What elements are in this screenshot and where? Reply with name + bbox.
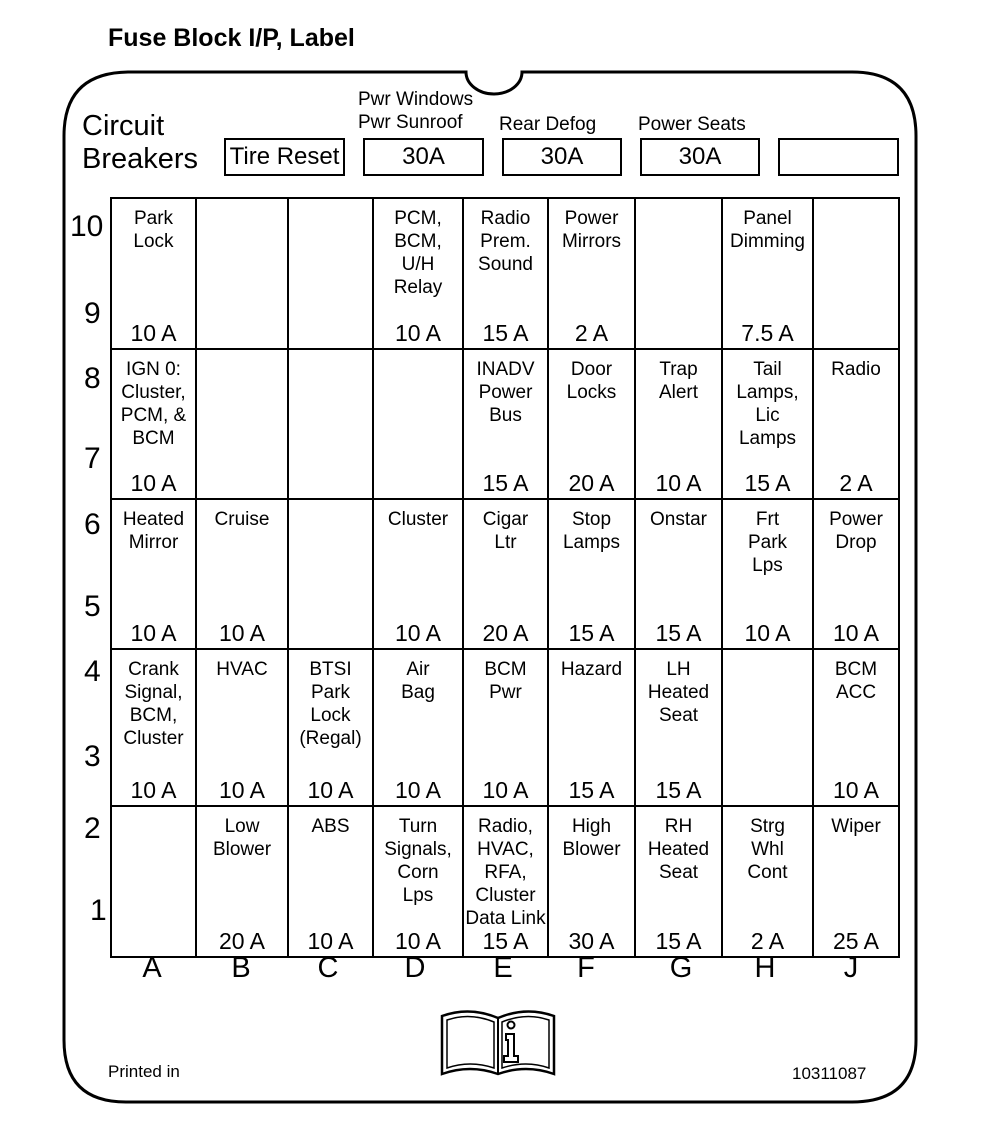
fuse-cell-h bbox=[722, 198, 813, 349]
fuse-name: Onstar bbox=[649, 509, 708, 530]
fuse-amperage: 10 A bbox=[394, 928, 442, 954]
fuse-amperage: 2 A bbox=[750, 928, 785, 954]
fuse-name: Heated Mirror bbox=[122, 509, 185, 553]
fuse-name: HVAC bbox=[216, 659, 268, 680]
fuse-name: High Blower bbox=[562, 816, 621, 860]
fuse-amperage: 15 A bbox=[482, 320, 529, 346]
fuse-name: Stop Lamps bbox=[562, 509, 621, 553]
fuse-amperage: 10 A bbox=[832, 777, 880, 803]
fuse-cell-e bbox=[463, 649, 548, 806]
fuse-name: Cruise bbox=[214, 509, 270, 530]
fuse-amperage: 10 A bbox=[218, 777, 266, 803]
fuse-name: Cigar Ltr bbox=[482, 509, 529, 553]
fuse-amperage: 10 A bbox=[394, 620, 442, 646]
fuse-cell-c bbox=[288, 499, 373, 649]
row-number-10: 10 bbox=[70, 210, 104, 243]
fuse-name: INADV Power Bus bbox=[476, 359, 535, 426]
fuse-row bbox=[111, 499, 899, 649]
fuse-cell-f bbox=[548, 499, 635, 649]
row-number-8: 8 bbox=[84, 362, 101, 395]
fuse-name: Wiper bbox=[831, 816, 881, 837]
fuse-name: IGN 0: Cluster, PCM, & BCM bbox=[120, 359, 187, 449]
row-number-4: 4 bbox=[84, 655, 101, 688]
fuse-amperage: 10 A bbox=[482, 777, 529, 803]
column-letter-b: B bbox=[231, 952, 251, 984]
fuse-cell-b bbox=[196, 499, 288, 649]
fuse-amperage: 7.5 A bbox=[741, 320, 794, 346]
fuse-cell-b bbox=[196, 198, 288, 349]
fuse-amperage: 15 A bbox=[482, 928, 529, 954]
breaker-label-rear-defog: Rear Defog bbox=[499, 114, 597, 135]
fuse-cell-d bbox=[373, 499, 463, 649]
printed-in-text: Printed in bbox=[108, 1062, 180, 1081]
fuse-amperage: 10 A bbox=[394, 777, 442, 803]
fuse-amperage: 10 A bbox=[218, 620, 266, 646]
fuse-name: Power Drop bbox=[829, 509, 883, 553]
fuse-amperage: 10 A bbox=[307, 928, 354, 954]
fuse-cell-d bbox=[373, 198, 463, 349]
fuse-row bbox=[111, 649, 899, 806]
row-number-5: 5 bbox=[84, 590, 101, 623]
breaker-empty bbox=[778, 138, 899, 176]
fuse-cell-a bbox=[111, 649, 196, 806]
row-number-7: 7 bbox=[84, 442, 101, 475]
fuse-cell-g bbox=[635, 649, 722, 806]
fuse-amperage: 15 A bbox=[655, 777, 702, 803]
fuse-name: BCM Pwr bbox=[484, 659, 527, 703]
part-number: 10311087 bbox=[792, 1064, 867, 1083]
fuse-cell-h bbox=[722, 349, 813, 499]
fuse-name: Radio Prem. Sound bbox=[478, 208, 533, 275]
fuse-name: Trap Alert bbox=[658, 359, 699, 403]
fuse-cell-g bbox=[635, 349, 722, 499]
fuse-amperage: 15 A bbox=[655, 620, 702, 646]
fuse-cell-a bbox=[111, 499, 196, 649]
fuse-name: Radio bbox=[831, 359, 881, 380]
fuse-grid bbox=[110, 197, 900, 958]
fuse-cell-f bbox=[548, 649, 635, 806]
fuse-amperage: 25 A bbox=[832, 928, 880, 954]
fuse-amperage: 10 A bbox=[130, 470, 177, 496]
fuse-name: BCM ACC bbox=[834, 659, 878, 703]
fuse-cell-d bbox=[373, 806, 463, 957]
fuse-cell-g bbox=[635, 806, 722, 957]
fuse-name: Hazard bbox=[560, 659, 623, 680]
fuse-cell-c bbox=[288, 806, 373, 957]
fuse-amperage: 10 A bbox=[130, 777, 177, 803]
fuse-name: LH Heated Seat bbox=[647, 659, 710, 726]
fuse-name: Panel Dimming bbox=[730, 208, 805, 252]
fuse-amperage: 10 A bbox=[832, 620, 880, 646]
fuse-amperage: 15 A bbox=[482, 470, 529, 496]
fuse-cell-c bbox=[288, 649, 373, 806]
fuse-amperage: 15 A bbox=[568, 777, 615, 803]
column-letter-a: A bbox=[142, 952, 162, 984]
fuse-cell-j bbox=[813, 649, 899, 806]
fuse-cell-h bbox=[722, 649, 813, 806]
label-title: Fuse Block I/P, Label bbox=[108, 24, 355, 52]
fuse-name: Tail Lamps, Lic Lamps bbox=[736, 359, 799, 449]
fuse-cell-e bbox=[463, 499, 548, 649]
owners-manual-info-icon bbox=[438, 1006, 558, 1078]
breaker-label-pwr-windows: Pwr Windows Pwr Sunroof bbox=[358, 89, 474, 133]
fuse-amperage: 10 A bbox=[655, 470, 702, 496]
fuse-cell-b bbox=[196, 349, 288, 499]
fuse-cell-d bbox=[373, 649, 463, 806]
row-number-1: 1 bbox=[90, 894, 107, 927]
fuse-amperage: 10 A bbox=[130, 620, 177, 646]
row-number-2: 2 bbox=[84, 812, 101, 845]
fuse-name: Park Lock bbox=[133, 208, 174, 252]
fuse-cell-f bbox=[548, 198, 635, 349]
breaker-rear-defog: 30A bbox=[502, 138, 622, 176]
fuse-name: Turn Signals, Corn Lps bbox=[384, 816, 452, 906]
fuse-cell-g bbox=[635, 499, 722, 649]
fuse-amperage: 20 A bbox=[482, 620, 529, 646]
fuse-amperage: 15 A bbox=[744, 470, 791, 496]
fuse-amperage: 15 A bbox=[655, 928, 702, 954]
fuse-amperage: 10 A bbox=[130, 320, 177, 346]
fuse-name: Cluster bbox=[387, 509, 449, 530]
column-letter-g: G bbox=[669, 952, 693, 984]
fuse-cell-a bbox=[111, 806, 196, 957]
fuse-name: Frt Park Lps bbox=[747, 509, 788, 576]
fuse-cell-h bbox=[722, 806, 813, 957]
fuse-amperage: 10 A bbox=[744, 620, 791, 646]
fuse-cell-e bbox=[463, 198, 548, 349]
fuse-cell-c bbox=[288, 349, 373, 499]
column-letter-e: E bbox=[493, 952, 513, 984]
column-letter-h: H bbox=[754, 952, 776, 984]
fuse-cell-j bbox=[813, 806, 899, 957]
fuse-name: Radio, HVAC, RFA, Cluster Data Link bbox=[465, 816, 546, 929]
fuse-cell-j bbox=[813, 499, 899, 649]
fuse-cell-b bbox=[196, 806, 288, 957]
breaker-pwr-windows: 30A bbox=[363, 138, 484, 176]
fuse-amperage: 20 A bbox=[568, 470, 615, 496]
fuse-cell-f bbox=[548, 349, 635, 499]
circuit-breakers-heading-line1: Circuit bbox=[82, 110, 165, 142]
column-letter-d: D bbox=[404, 952, 426, 984]
fuse-name: Air Bag bbox=[401, 659, 435, 703]
fuse-cell-j bbox=[813, 349, 899, 499]
fuse-name: BTSI Park Lock (Regal) bbox=[299, 659, 362, 749]
fuse-amperage: 30 A bbox=[568, 928, 615, 954]
fuse-name: RH Heated Seat bbox=[647, 816, 710, 883]
fuse-cell-f bbox=[548, 806, 635, 957]
fuse-amperage: 10 A bbox=[394, 320, 442, 346]
fuse-name: Door Locks bbox=[566, 359, 617, 403]
fuse-name: Low Blower bbox=[212, 816, 272, 860]
fuse-name: Power Mirrors bbox=[561, 208, 622, 252]
fuse-amperage: 2 A bbox=[839, 470, 873, 496]
fuse-row bbox=[111, 349, 899, 499]
circuit-breakers-heading-line2: Breakers bbox=[82, 143, 199, 175]
fuse-cell-j bbox=[813, 198, 899, 349]
fuse-row bbox=[111, 198, 899, 349]
breaker-tire-reset: Tire Reset bbox=[224, 138, 345, 176]
breaker-power-seats: 30A bbox=[640, 138, 760, 176]
row-number-3: 3 bbox=[84, 740, 101, 773]
fuse-cell-c bbox=[288, 198, 373, 349]
fuse-amperage: 2 A bbox=[574, 320, 609, 346]
fuse-cell-h bbox=[722, 499, 813, 649]
circuit-breakers-heading bbox=[82, 110, 198, 176]
fuse-name: ABS bbox=[311, 816, 350, 837]
column-letter-j: J bbox=[843, 952, 859, 984]
fuse-cell-d bbox=[373, 349, 463, 499]
row-number-9: 9 bbox=[84, 297, 101, 330]
fuse-cell-a bbox=[111, 349, 196, 499]
column-letter-c: C bbox=[317, 952, 339, 984]
column-letter-f: F bbox=[577, 952, 595, 984]
fuse-amperage: 15 A bbox=[568, 620, 615, 646]
fuse-cell-g bbox=[635, 198, 722, 349]
fuse-cell-a bbox=[111, 198, 196, 349]
row-number-6: 6 bbox=[84, 508, 101, 541]
fuse-cell-e bbox=[463, 349, 548, 499]
fuse-cell-b bbox=[196, 649, 288, 806]
breaker-label-power-seats: Power Seats bbox=[638, 114, 746, 135]
fuse-amperage: 10 A bbox=[307, 777, 354, 803]
fuse-name: Crank Signal, BCM, Cluster bbox=[123, 659, 184, 749]
fuse-name: PCM, BCM, U/H Relay bbox=[393, 208, 443, 298]
fuse-row bbox=[111, 806, 899, 957]
fuse-name: Strg Whl Cont bbox=[747, 816, 788, 883]
fuse-amperage: 20 A bbox=[218, 928, 266, 954]
fuse-cell-e bbox=[463, 806, 548, 957]
